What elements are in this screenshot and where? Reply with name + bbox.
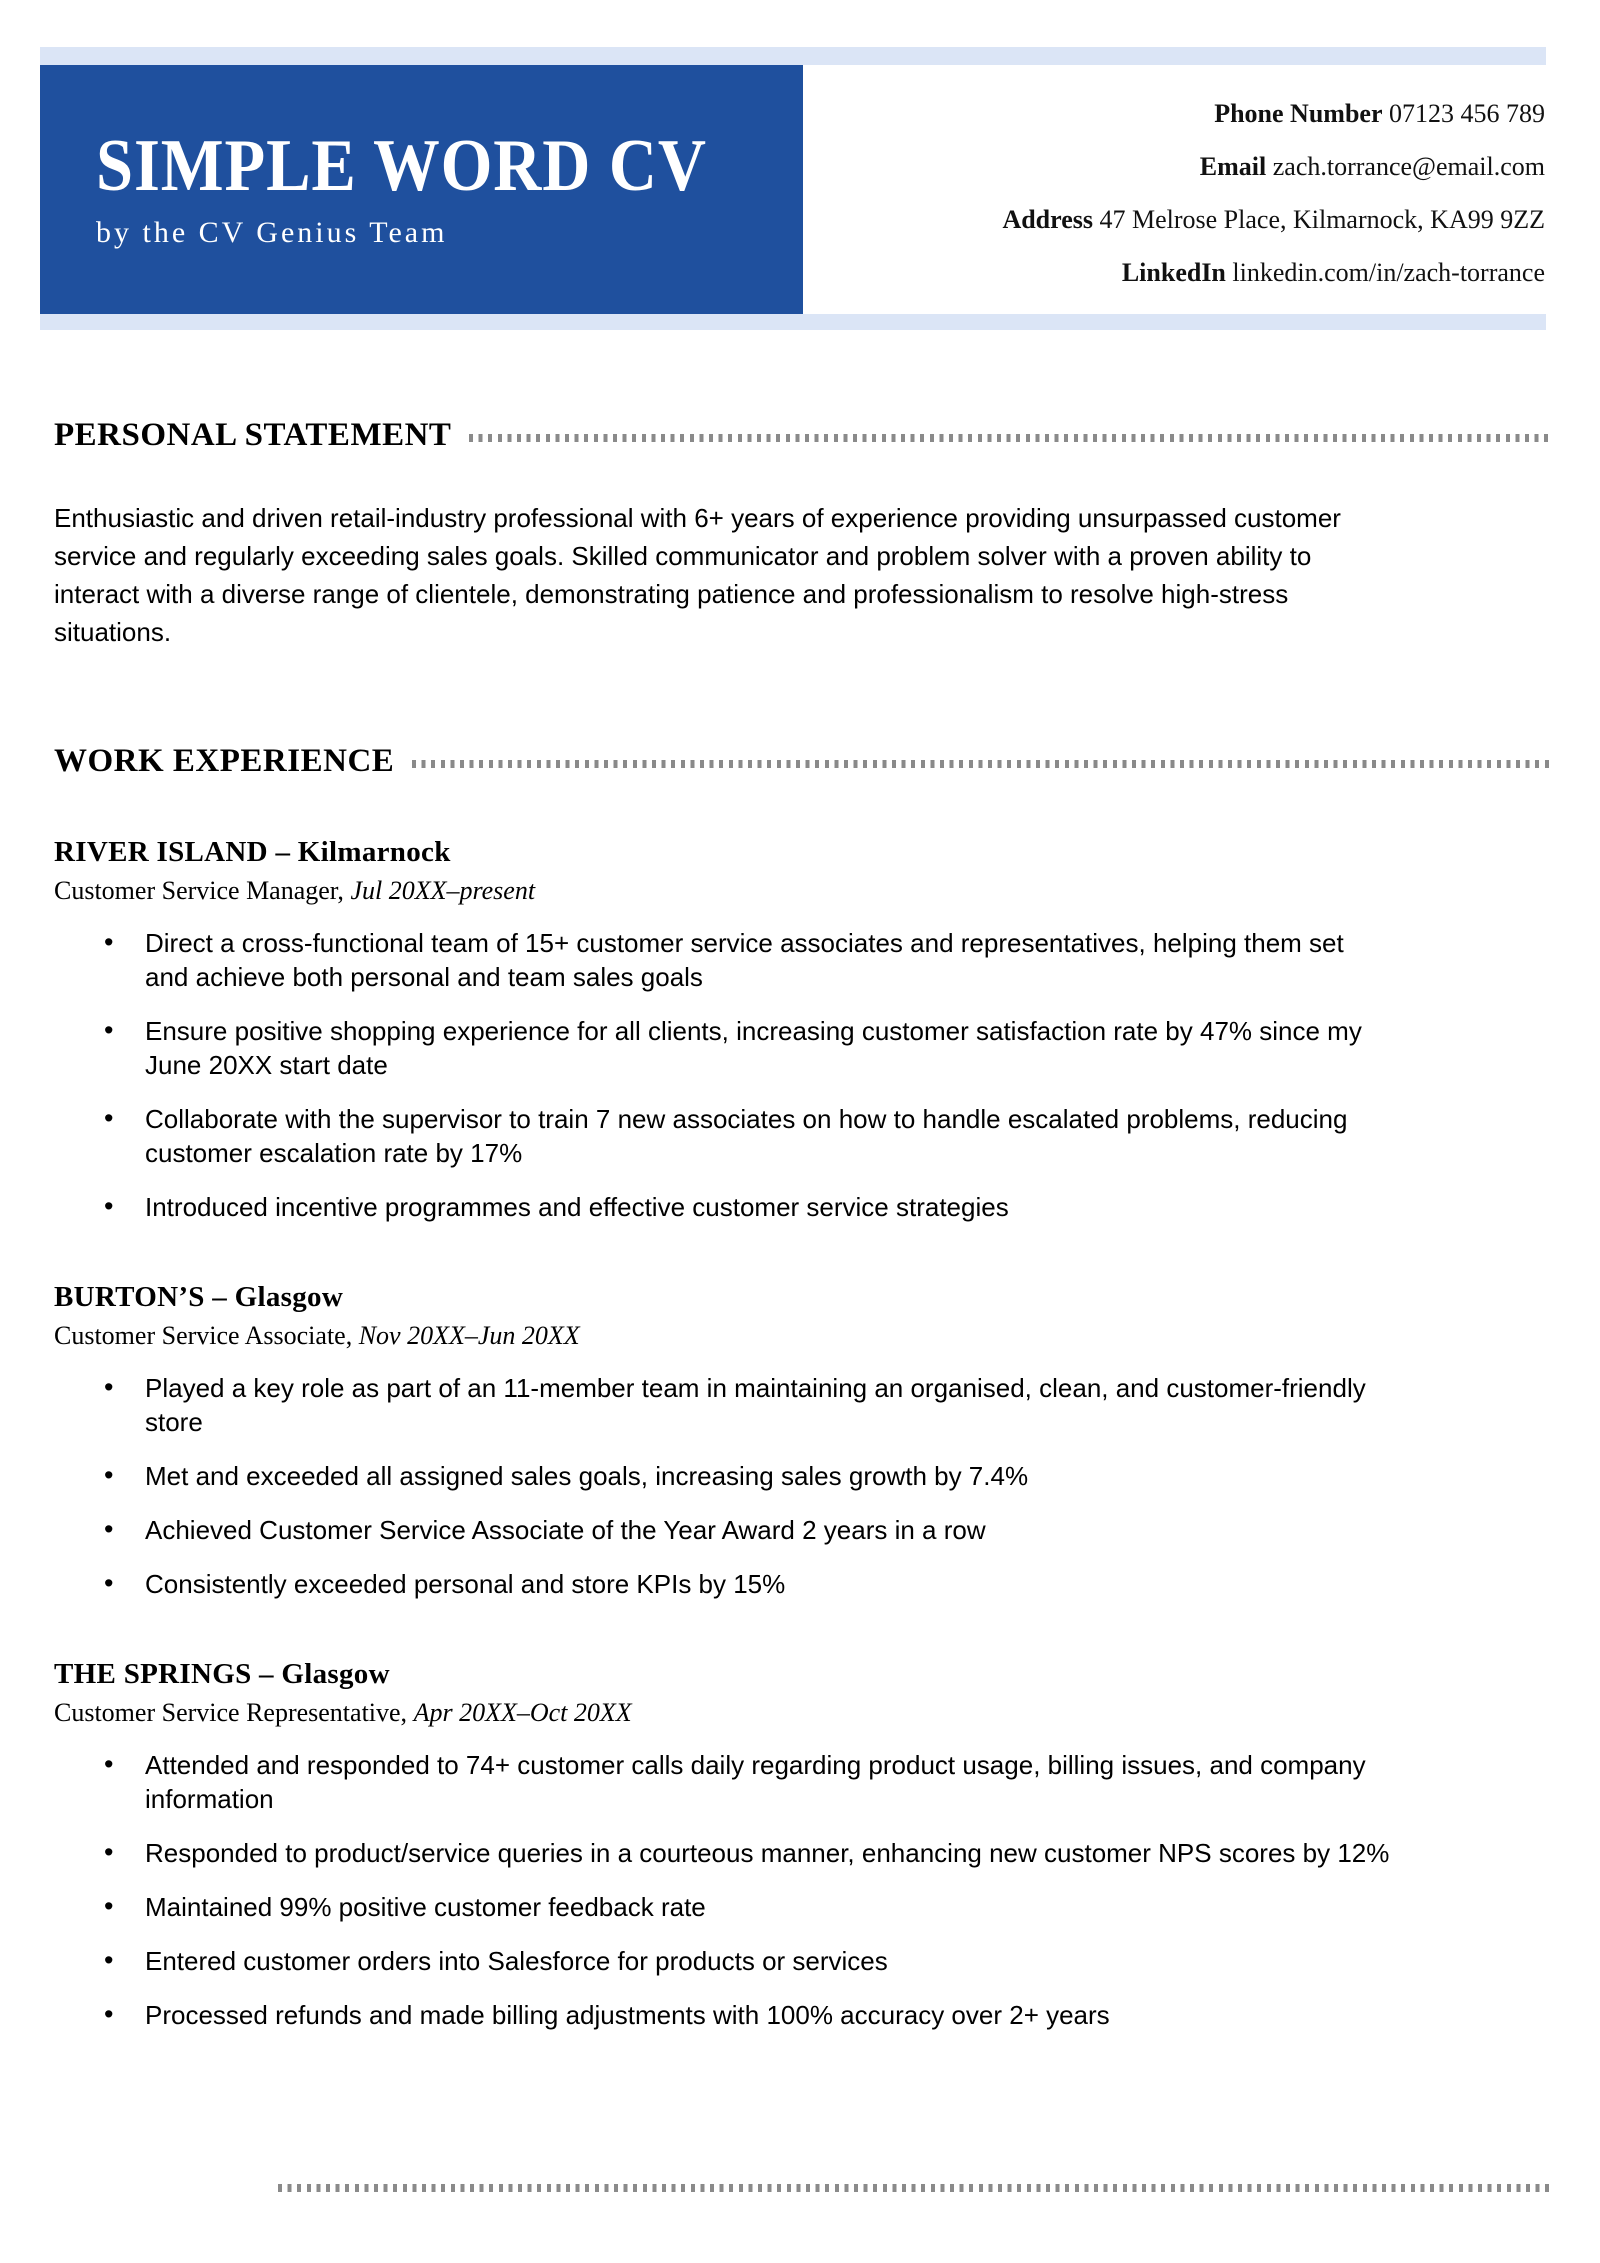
job-bullet: • Played a key role as part of an 11-member team in maintaining an organised, clean, and customer-friendly store [54,1371,1390,1439]
section-heading-personal-statement [54,417,1553,453]
job-role-line [54,1319,1553,1353]
contact-value: zach.torrance@email.com [1272,152,1545,181]
job-bullet: • Ensure positive shopping experience for all clients, increasing customer satisfaction rate by 47% since my June 20XX start date [54,1014,1390,1082]
contact-value: linkedin.com/in/zach-torrance [1232,258,1545,287]
contact-label: Email [1199,152,1267,181]
job-bullet-list [54,1748,1553,2032]
job-bullet: • Responded to product/service queries in a courteous manner, enhancing new customer NPS scores by 12% [54,1836,1390,1870]
contact-label: Phone Number [1214,99,1383,128]
contact-line [1002,246,1545,299]
document-body [0,323,1600,2192]
contact-line [1002,193,1545,246]
next-section-dotted-leader [278,2184,1553,2192]
job-bullet-list [54,926,1553,1224]
job-bullet: • Attended and responded to 74+ customer calls daily regarding product usage, billing issues, and company information [54,1748,1390,1816]
job-dates: Jul 20XX–present [350,876,536,905]
header-stripe-top [40,47,1546,65]
job-bullet: • Collaborate with the supervisor to train 7 new associates on how to handle escalated problems, reducing customer escalation rate by 17% [54,1102,1390,1170]
contact-info [1002,87,1545,299]
personal-statement-text: Enthusiastic and driven retail-industry professional with 6+ years of experience providing unsurpassed customer service and regularly exceeding sales goals. Skilled communicator and problem solver with a proven ability to interact with a diverse range of clientele, demonstrating patience and professionalism to resolve high-stress situations. [54,503,1341,647]
job-bullet: • Consistently exceeded personal and store KPIs by 15% [54,1567,1390,1601]
job-list [54,835,1553,2032]
contact-value: 47 Melrose Place, Kilmarnock, KA99 9ZZ [1099,205,1545,234]
section-title: WORK EXPERIENCE [54,743,395,779]
job-role: Customer Service Manager, [54,876,344,905]
job-entry [54,1280,1553,1601]
contact-label: LinkedIn [1121,258,1226,287]
job-bullet: • Achieved Customer Service Associate of the Year Award 2 years in a row [54,1513,1390,1547]
contact-value: 07123 456 789 [1389,99,1545,128]
job-company: THE SPRINGS – Glasgow [54,1658,390,1690]
job-bullet: • Direct a cross-functional team of 15+ customer service associates and representatives, helping them set and achieve both personal and team sales goals [54,926,1390,994]
job-role-line [54,1696,1553,1730]
job-role-line [54,874,1553,908]
job-entry [54,835,1553,1224]
job-company: RIVER ISLAND – Kilmarnock [54,836,451,868]
job-dates: Nov 20XX–Jun 20XX [358,1321,580,1350]
header-title-box [40,65,803,314]
dotted-leader [469,434,1553,442]
job-bullet: • Met and exceeded all assigned sales goals, increasing sales growth by 7.4% [54,1459,1390,1493]
section-heading-work-experience [54,743,1553,779]
contact-line [1002,87,1545,140]
cv-subtitle: by the CV Genius Team [96,216,448,249]
section-title: PERSONAL STATEMENT [54,417,452,453]
job-role: Customer Service Representative, [54,1698,408,1727]
job-bullet: • Entered customer orders into Salesforce for products or services [54,1944,1390,1978]
job-company: BURTON’S – Glasgow [54,1281,344,1313]
contact-line [1002,140,1545,193]
job-bullet: • Processed refunds and made billing adjustments with 100% accuracy over 2+ years [54,1998,1390,2032]
job-bullet: • Introduced incentive programmes and effective customer service strategies [54,1190,1390,1224]
job-role: Customer Service Associate, [54,1321,353,1350]
job-entry [54,1657,1553,2032]
job-dates: Apr 20XX–Oct 20XX [413,1698,632,1727]
job-bullet: • Maintained 99% positive customer feedback rate [54,1890,1390,1924]
job-bullet-list [54,1371,1553,1601]
dotted-leader [412,760,1553,768]
contact-label: Address [1002,205,1093,234]
cv-title: SIMPLE WORD CV [96,125,707,207]
